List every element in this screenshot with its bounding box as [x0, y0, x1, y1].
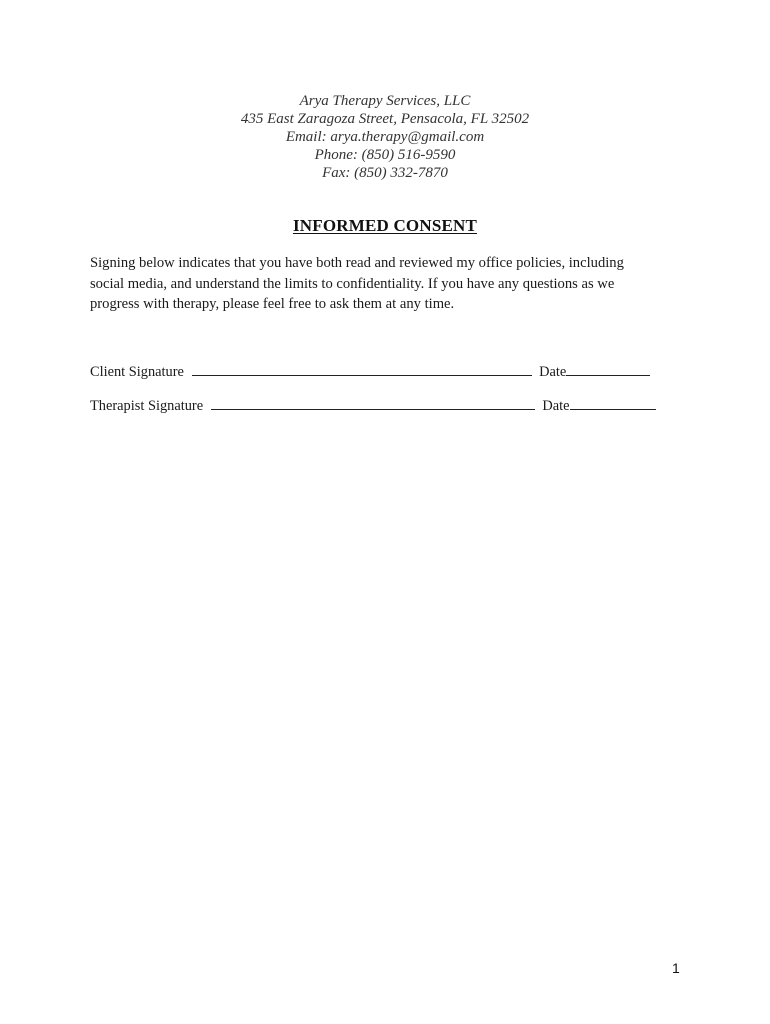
consent-line: Signing below indicates that you have both read and reviewed my office policies, including: [90, 255, 624, 271]
therapist-signature-row: [90, 397, 656, 415]
company-name: Arya Therapy Services, LLC: [299, 93, 471, 109]
client-signature-line[interactable]: [192, 363, 532, 376]
page-number: 1: [672, 960, 680, 976]
consent-line: social media, and understand the limits to confidentiality. If you have any questions as we: [90, 275, 615, 292]
client-date-line[interactable]: [566, 363, 650, 376]
letterhead: [0, 92, 770, 182]
consent-paragraph: [90, 253, 670, 315]
consent-line: progress with therapy, please feel free to ask them at any time.: [90, 296, 455, 312]
company-phone: Phone: (850) 516-9590: [314, 147, 456, 163]
client-signature-row: [90, 363, 650, 381]
company-address: 435 East Zaragoza Street, Pensacola, FL 32502: [240, 111, 530, 127]
client-signature-label: Client Signature: [90, 364, 184, 380]
therapist-date-line[interactable]: [570, 397, 656, 410]
therapist-date-label: Date: [542, 398, 570, 414]
therapist-signature-line[interactable]: [211, 397, 535, 410]
client-date-label: Date: [539, 364, 567, 380]
company-fax: Fax: (850) 332-7870: [322, 165, 448, 181]
company-email: Email: arya.therapy@gmail.com: [285, 129, 485, 145]
therapist-signature-label: Therapist Signature: [90, 398, 204, 414]
document-title: INFORMED CONSENT: [292, 216, 478, 235]
